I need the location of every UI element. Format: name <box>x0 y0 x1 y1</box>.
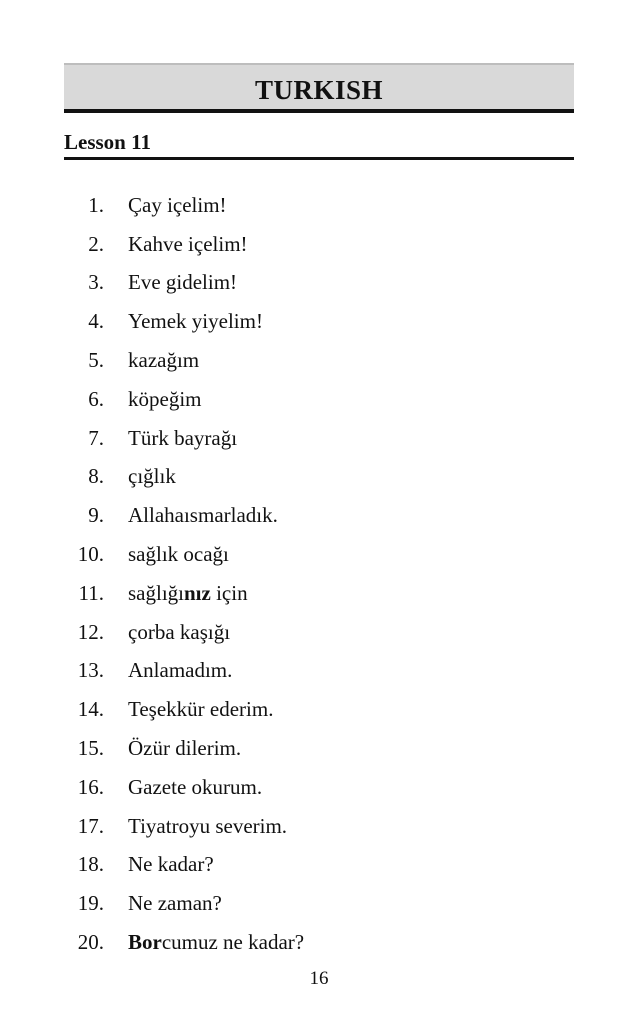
item-number: 12. <box>77 619 104 644</box>
item-text: çorba kaşığı <box>128 619 231 644</box>
title-bar <box>64 63 574 113</box>
list-item <box>64 846 574 885</box>
lesson-heading: Lesson 11 <box>64 130 151 154</box>
item-number: 5. <box>88 348 104 373</box>
list-item <box>64 264 574 303</box>
item-number: 20. <box>77 930 104 955</box>
item-text: köpeğim <box>128 386 202 411</box>
item-number: 18. <box>77 852 104 877</box>
item-number: 16. <box>77 774 104 799</box>
item-text: sağlık ocağı <box>128 542 229 567</box>
list-item <box>64 458 574 497</box>
list-item <box>64 652 574 691</box>
item-text: Gazete okurum. <box>128 774 263 799</box>
list-item <box>64 884 574 923</box>
item-number: 1. <box>88 192 104 217</box>
list-item <box>64 225 574 264</box>
item-text: Türk bayrağı <box>128 425 238 450</box>
item-text: Anlamadım. <box>128 658 233 683</box>
list-item <box>64 807 574 846</box>
item-text: Ne kadar? <box>128 852 214 877</box>
item-number: 6. <box>88 386 104 411</box>
item-number: 4. <box>88 309 104 334</box>
item-text: Çay içelim! <box>128 192 227 217</box>
item-text: Kahve içelim! <box>128 231 248 256</box>
item-number: 15. <box>77 736 104 761</box>
item-number: 2. <box>88 231 104 256</box>
item-number: 9. <box>88 503 104 528</box>
list-item <box>64 535 574 574</box>
item-text: Özür dilerim. <box>128 736 242 761</box>
item-text: Eve gidelim! <box>128 270 238 295</box>
item-number: 13. <box>77 658 104 683</box>
list-item <box>64 574 574 613</box>
item-text: Yemek yiyelim! <box>128 309 263 334</box>
lesson-divider <box>64 157 574 160</box>
list-item <box>64 496 574 535</box>
phrase-list <box>64 186 574 962</box>
list-item <box>64 341 574 380</box>
item-text: Borcumuz ne kadar? <box>128 930 305 955</box>
item-text: Ne zaman? <box>128 891 222 916</box>
item-text: çığlık <box>128 464 176 489</box>
item-text: kazağım <box>128 348 200 373</box>
list-item <box>64 419 574 458</box>
item-text: sağlığınız için <box>128 580 248 605</box>
item-number: 10. <box>77 542 104 567</box>
item-text: Allahaısmarladık. <box>128 503 278 528</box>
list-item <box>64 302 574 341</box>
list-item <box>64 923 574 962</box>
item-number: 7. <box>88 425 104 450</box>
item-number: 19. <box>77 891 104 916</box>
item-number: 8. <box>88 464 104 489</box>
item-text: Tiyatroyu severim. <box>128 813 288 838</box>
list-item <box>64 768 574 807</box>
item-number: 14. <box>77 697 104 722</box>
list-item <box>64 690 574 729</box>
item-text: Teşekkür ederim. <box>128 697 274 722</box>
item-number: 17. <box>77 813 104 838</box>
list-item <box>64 613 574 652</box>
list-item <box>64 186 574 225</box>
item-number: 3. <box>88 270 104 295</box>
list-item <box>64 380 574 419</box>
page-number: 16 <box>309 968 329 989</box>
list-item <box>64 729 574 768</box>
item-number: 11. <box>78 580 104 605</box>
page-title: TURKISH <box>254 74 384 105</box>
